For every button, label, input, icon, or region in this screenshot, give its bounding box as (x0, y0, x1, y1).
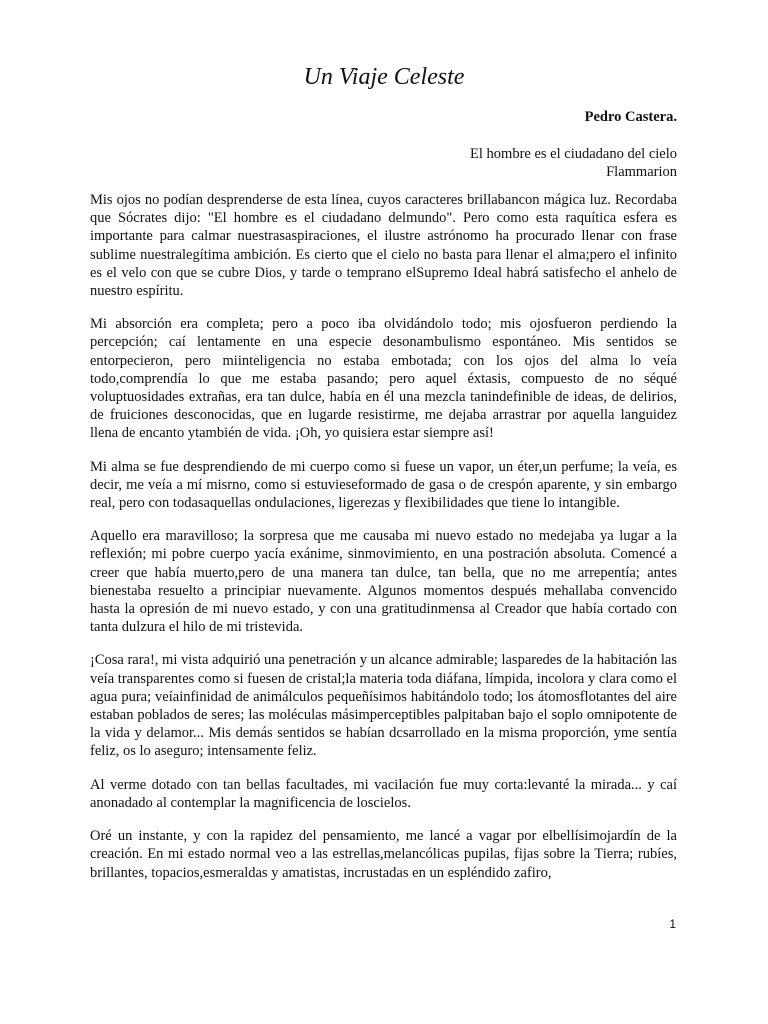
paragraph: Oré un instante, y con la rapidez del pensamiento, me lancé a vagar por elbellísimojardín de la creación. En mi estado normal veo a las estrellas,melancólicas pupilas, fijas sobre la Tierra; rubíes, brillantes, topacios,esmeraldas y amatistas, incrustadas en un espléndido zafiro, (90, 828, 677, 881)
document-body (90, 191, 677, 882)
page-number: 1 (669, 917, 676, 931)
paragraph: Mi alma se fue desprendiendo de mi cuerpo como si fuese un vapor, un éter,un perfume; la veía, es decir, me veía a mí misrno, como si estuvieseformado de gasa o de crespón aparente, y sin embargo real, pero con todasaquellas ondulaciones, ligerezas y flexibilidades que tiene lo intangible. (90, 458, 677, 512)
paragraph: Mi absorción era completa; pero a poco iba olvidándolo todo; mis ojosfueron perdiendo la percepción; caí lentamente en una especie desonambulismo espontáneo. Mis sentidos se entorpecieron, pero miinteligencia no estaba embotada; con los ojos del alma lo veía todo,comprendía lo que me estaba pasando; pero aquel éxtasis, compuesto de no séqué voluptuosidades extrañas, era tan dulce, había en él una mezcla tanindefinible de ideas, de delirios, de fruiciones desconocidas, que en lugarde resistirme, me dejaba arrastrar por aquella languidez llena de encanto ytambién de vida. ¡Oh, yo quisiera estar siempre así! (90, 316, 677, 442)
author-name: Pedro Castera. (584, 109, 677, 125)
document-title: Un Viaje Celeste (303, 64, 465, 90)
paragraph: Mis ojos no podían desprenderse de esta línea, cuyos caracteres brillabancon mágica luz. Recordaba que Sócrates dijo: "El hombre es el ciudadano delmundo". Pero como esta raquítica esfera es importante para calmar nuestrasaspiraciones, el ilustre astrónomo ha procurado llenar con frase sublime nuestralegítima ambición. Es cierto que el cielo no basta para llenar el alma;pero el infinito es el velo con que se cubre Dios, y tarde o temprano elSupremo Ideal habrá satisfecho el anhelo de nuestro espíritu. (90, 192, 677, 300)
epigraph-attribution: Flammarion (606, 164, 677, 180)
epigraph (470, 145, 677, 181)
paragraph: ¡Cosa rara!, mi vista adquirió una penetración y un alcance admirable; lasparedes de la habitación las veía transparentes como si fuesen de cristal;la materia toda diáfana, límpida, incolora y clara como el agua pura; veíainfinidad de animálculos pequeñísimos habitándolo todo; los átomosflotantes del aire estaban poblados de seres; las moléculas másimperceptibles palpitaban bajo el soplo omnipotente de la vida y delamor... Mis demás sentidos se habían dcsarrollado en la misma proporción, yme sentía feliz, os lo aseguro; intensamente feliz. (90, 652, 678, 760)
paragraph: Al verme dotado con tan bellas facultades, mi vacilación fue muy corta:levanté la mirada... y caí anonadado al contemplar la magnificencia de loscielos. (90, 776, 677, 811)
paragraph: Aquello era maravilloso; la sorpresa que me causaba mi nuevo estado no medejaba ya lugar a la reflexión; mi pobre cuerpo yacía exánime, sinmovimiento, en una postración absoluta. Comencé a creer que había muerto,pero de una manera tan dulce, tan bella, que no me arrepentía; antes bienestaba resuelto a principiar nuevamente. Algunos momentos después mehallaba convencido hasta la opresión de mi nuevo estado, y con una gratitudinmensa al Creador que había cortado con tanta dulzura el hilo de mi tristevida. (90, 528, 677, 636)
epigraph-quote: El hombre es el ciudadano del cielo (470, 146, 677, 162)
